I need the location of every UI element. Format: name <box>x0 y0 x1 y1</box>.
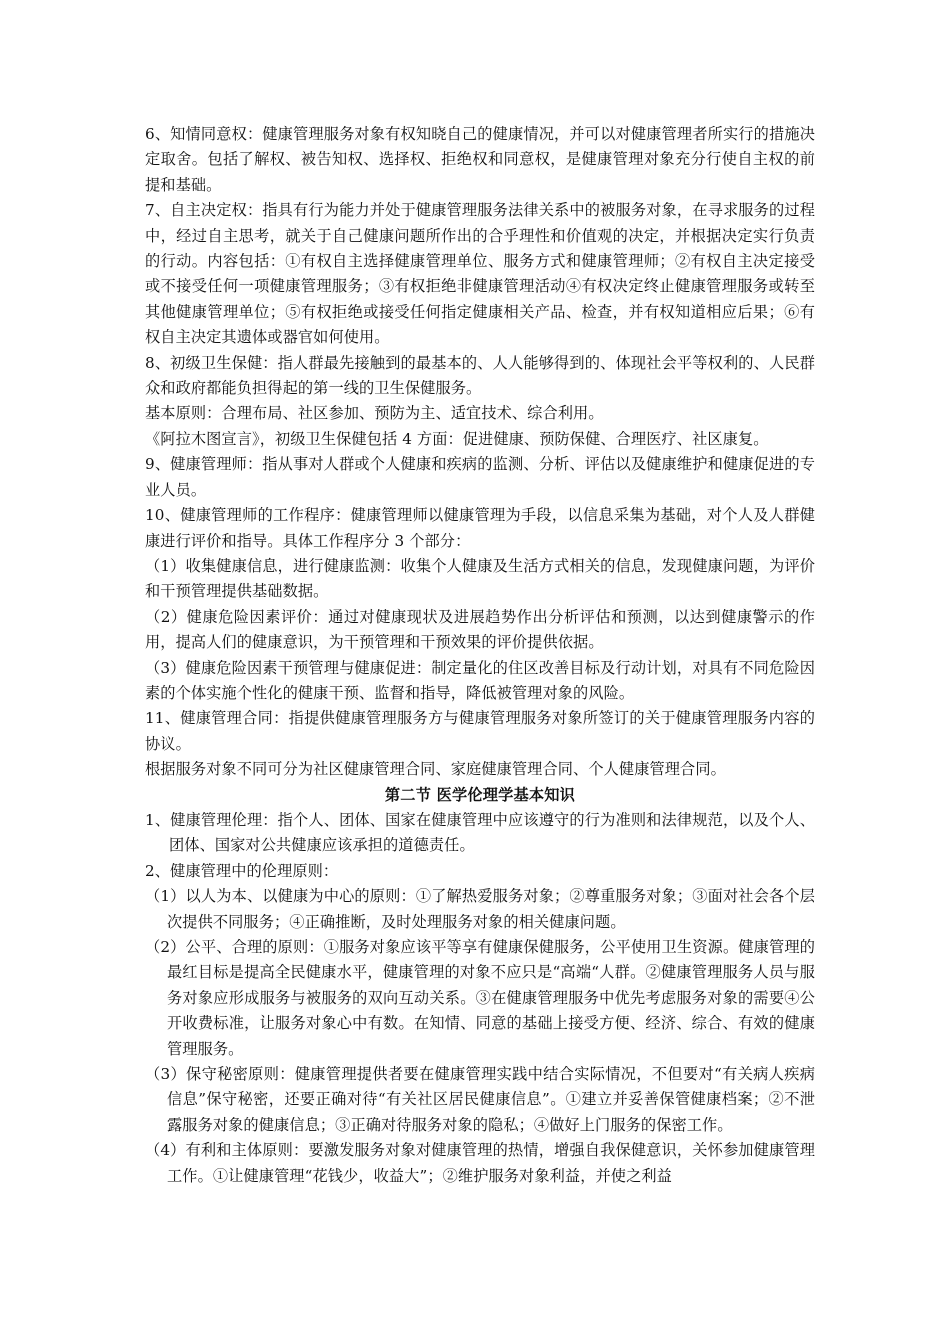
alma-ata-declaration: 《阿拉木图宣言》，初级卫生保健包括 4 方面：促进健康、预防保健、合理医疗、社区康复。 <box>145 429 769 448</box>
principle-4: （4）有利和主体原则：要激发服务对象对健康管理的热情，增强自我保健意识，关怀参加健康管理工作。①让健康管理“花钱少，收益大”；②维护服务对象利益，并使之利益 <box>145 1141 815 1185</box>
principle-2: （2）公平、合理的原则：①服务对象应该平等享有健康保健服务，公平使用卫生资源。健康管理的最红目标是提高全民健康水平，健康管理的对象不应只是“高端“人群。②健康管理服务人员与服务对象应形成服务与被服务的双向互动关系。③在健康管理服务中优先考虑服务对象的需要④公开收费标准，让服务对象心中有数。在知情、同意的基础上接受方便、经济、综合、有效的健康管理服务。 <box>145 938 815 1058</box>
item-11-contract: 11、健康管理合同：指提供健康管理服务方与健康管理服务对象所签订的关于健康管理服务内容的协议。 <box>145 709 815 753</box>
item-6-informed-consent: 6、知情同意权：健康管理服务对象有权知晓自己的健康情况，并可以对健康管理者所实行的措施决定取舍。包括了解权、被告知权、选择权、拒绝权和同意权，是健康管理对象充分行使自主权的前提和基础。 <box>145 125 815 194</box>
procedure-step-2: （2）健康危险因素评价：通过对健康现状及进展趋势作出分析评估和预测，以达到健康警示的作用，提高人们的健康意识，为干预管理和干预效果的评价提供依据。 <box>145 607 815 652</box>
item-9-health-manager: 9、健康管理师：指从事对人群或个人健康和疾病的监测、分析、评估以及健康维护和健康促进的专业人员。 <box>145 455 815 499</box>
document-page <box>145 122 815 1189</box>
item-7-autonomy: 7、自主决定权：指具有行为能力并处于健康管理服务法律关系中的被服务对象，在寻求服务的过程中，经过自主思考，就关于自己健康问题所作出的合乎理性和价值观的决定，并根据决定实行负责的行动。内容包括：①有权自主选择健康管理单位、服务方式和健康管理师；②有权自主决定接受或不接受任何一项健康管理服务；③有权拒绝非健康管理活动④有权决定终止健康管理服务或转至其他健康管理单位；⑤有权拒绝或接受任何指定健康相关产品、检查，并有权知道相应后果；⑥有权自主决定其遗体或器官如何使用。 <box>145 201 815 347</box>
procedure-step-3: （3）健康危险因素干预管理与健康促进：制定量化的住区改善目标及行动计划，对具有不同危险因素的个体实施个性化的健康干预、监督和指导，降低被管理对象的风险。 <box>145 658 815 702</box>
principle-1: （1）以人为本、以健康为中心的原则：①了解热爱服务对象；②尊重服务对象；③面对社会各个层次提供不同服务；④正确推断，及时处理服务对象的相关健康问题。 <box>145 887 815 931</box>
ethics-item-1: 1、健康管理伦理：指个人、团体、国家在健康管理中应该遵守的行为准则和法律规范，以及个人、团体、国家对公共健康应该承担的道德责任。 <box>145 810 815 855</box>
procedure-step-1: （1）收集健康信息，进行健康监测：收集个人健康及生活方式相关的信息，发现健康问题，为评价和干预管理提供基础数据。 <box>145 556 815 601</box>
section-heading: 第二节 医学伦理学基本知识 <box>384 785 576 804</box>
principle-3: （3）保守秘密原则：健康管理提供者要在健康管理实践中结合实际情况，不但要对“有关病人疾病信息”保守秘密，还要正确对待“有关社区居民健康信息”。①建立并妥善保管健康档案；②不泄露服务对象的健康信息；③正确对待服务对象的隐私；④做好上门服务的保密工作。 <box>145 1065 815 1134</box>
item-10-work-procedure: 10、健康管理师的工作程序：健康管理师以健康管理为手段，以信息采集为基础，对个人及人群健康进行评价和指导。具体工作程序分 3 个部分： <box>145 506 815 550</box>
item-8-primary-care: 8、初级卫生保健：指人群最先接触到的最基本的、人人能够得到的、体现社会平等权利的、人民群众和政府都能负担得起的第一线的卫生保健服务。 <box>145 353 815 398</box>
contract-types: 根据服务对象不同可分为社区健康管理合同、家庭健康管理合同、个人健康管理合同。 <box>145 760 726 779</box>
basic-principles: 基本原则：合理布局、社区参加、预防为主、适宜技术、综合利用。 <box>145 404 604 423</box>
ethics-item-2: 2、健康管理中的伦理原则： <box>145 861 339 880</box>
